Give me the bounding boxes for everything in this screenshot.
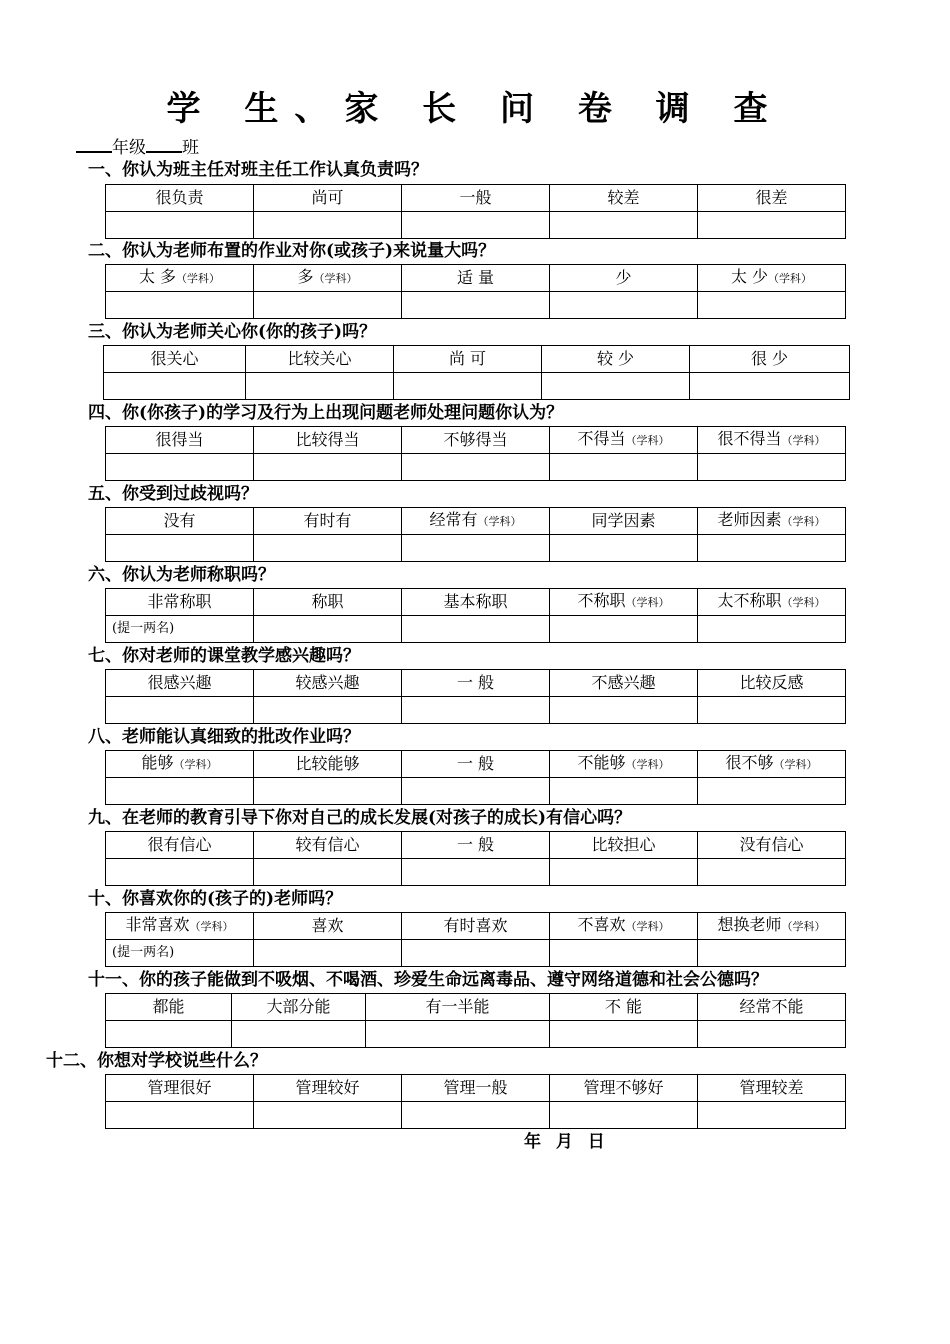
option-note: （学科） [176,272,221,285]
option-label: 管理很好 [147,1078,212,1097]
option-cell [550,589,698,616]
answer-cell[interactable] [698,778,846,805]
option-label: 很有信心 [147,835,212,854]
option-cell [104,346,246,373]
answer-cell[interactable] [254,1102,402,1129]
option-label: 喜欢 [311,916,344,935]
answer-row [106,1021,846,1048]
option-label: 同学因素 [591,511,656,530]
answer-cell[interactable] [698,535,846,562]
grade-class-line [76,134,199,160]
answer-cell[interactable] [104,373,246,400]
option-label: 不喜欢 [577,915,626,934]
answer-table [105,912,846,967]
question-text: 二、你认为老师布置的作业对你(或孩子)来说量大吗？ [88,241,496,261]
option-label: 比较关心 [287,349,352,368]
answer-cell[interactable] [698,616,846,643]
option-cell [106,589,254,616]
option-label: 没有 [163,511,196,530]
options-row [106,670,846,697]
option-label: 有一半能 [425,997,490,1016]
answer-row [106,1102,846,1129]
option-label: 大部分能 [266,997,331,1016]
option-label: 经常有 [429,510,478,529]
answer-row [106,697,846,724]
option-cell [254,508,402,535]
option-cell [254,185,402,212]
option-cell [402,508,550,535]
option-label: 多 [297,267,314,286]
answer-cell[interactable] [402,535,550,562]
option-label: 尚可 [311,188,344,207]
year-label: 年 [524,1132,542,1152]
option-cell [402,1075,550,1102]
page-title: 学 生、家 长 问 卷 调 查 [166,89,784,129]
option-label: 很感兴趣 [147,673,212,692]
option-cell [254,913,402,940]
option-label: 不得当 [577,429,626,448]
option-cell [402,751,550,778]
answer-cell[interactable] [246,373,394,400]
options-row [106,589,846,616]
option-label: 较 少 [596,349,635,368]
option-cell [698,832,846,859]
question-text: 三、你认为老师关心你(你的孩子)吗？ [88,322,377,342]
answer-cell[interactable] [106,292,254,319]
answer-cell[interactable] [254,778,402,805]
option-label: 有时喜欢 [443,916,508,935]
option-label: 不感兴趣 [591,673,656,692]
answer-table [105,264,846,319]
answer-cell[interactable] [106,1021,232,1048]
option-cell [106,832,254,859]
option-label: 有时有 [303,511,352,530]
answer-row [106,778,846,805]
options-row [106,185,846,212]
question-text: 十、你喜欢你的(孩子的)老师吗？ [88,889,343,909]
option-cell [232,994,366,1021]
option-label: 很不够 [725,753,774,772]
option-cell [550,751,698,778]
option-note: （学科） [768,272,813,285]
option-label: 管理较差 [739,1078,804,1097]
options-row [106,508,846,535]
option-cell [106,751,254,778]
answer-cell[interactable] [254,212,402,239]
option-cell [402,589,550,616]
answer-cell[interactable] [402,778,550,805]
option-cell [254,751,402,778]
option-label: 很关心 [150,349,199,368]
option-cell [542,346,690,373]
option-cell [402,427,550,454]
option-cell [106,1075,254,1102]
option-label: 少 [615,268,632,287]
option-label: 一 般 [456,835,495,854]
option-label: 不 能 [604,997,643,1016]
option-note: （学科） [781,920,826,933]
option-note: （学科） [781,434,826,447]
answer-cell[interactable] [550,940,698,967]
answer-table [105,831,846,886]
option-label: 很差 [755,188,788,207]
options-row [106,913,846,940]
question-text: 十二、你想对学校说些什么？ [46,1051,267,1071]
answer-cell[interactable] [106,1102,254,1129]
answer-cell[interactable] [366,1021,550,1048]
answer-cell[interactable] [402,454,550,481]
option-cell [106,508,254,535]
option-note: （学科） [313,272,358,285]
answer-table [105,426,846,481]
answer-cell[interactable] [254,940,402,967]
date-line [524,1130,606,1154]
answer-cell[interactable] [402,212,550,239]
answer-table [105,507,846,562]
options-row [106,265,846,292]
option-label: 太 多 [138,267,177,286]
answer-cell[interactable] [106,859,254,886]
option-cell [550,832,698,859]
options-row [106,832,846,859]
answer-cell[interactable] [698,1102,846,1129]
option-cell [550,670,698,697]
answer-cell[interactable] [550,292,698,319]
option-cell [698,1075,846,1102]
options-row [106,994,846,1021]
option-label: 非常称职 [147,592,212,611]
option-cell [698,913,846,940]
option-cell [402,185,550,212]
option-cell [106,913,254,940]
option-note: （学科） [625,434,670,447]
option-cell [366,994,550,1021]
answer-table [105,669,846,724]
option-label: 很不得当 [717,429,782,448]
option-cell [550,994,698,1021]
option-label: 很负责 [155,188,204,207]
answer-table [105,750,846,805]
option-cell [550,427,698,454]
option-cell [246,346,394,373]
option-label: 很得当 [155,430,204,449]
day-label: 日 [587,1132,606,1152]
option-cell [698,508,846,535]
option-label: 较有信心 [295,835,360,854]
answer-cell[interactable] [690,373,850,400]
answer-cell[interactable] [402,859,550,886]
question-text: 七、你对老师的课堂教学感兴趣吗？ [88,646,360,666]
answer-cell[interactable] [106,697,254,724]
answer-cell[interactable] [698,697,846,724]
option-label: 太 少 [730,267,769,286]
option-cell [550,265,698,292]
option-label: 管理不够好 [583,1078,664,1097]
answer-cell[interactable] [550,778,698,805]
answer-table [103,345,850,400]
question-text: 四、你(你孩子)的学习及行为上出现问题老师处理问题你认为？ [88,403,564,423]
answer-note: (提一两名) [112,621,175,636]
options-row [106,427,846,454]
option-note: （学科） [781,515,826,528]
answer-cell[interactable] [402,1102,550,1129]
option-label: 称职 [311,592,344,611]
answer-cell[interactable] [550,1021,698,1048]
option-cell [254,589,402,616]
answer-row [106,940,846,967]
option-cell [402,832,550,859]
option-cell [106,185,254,212]
answer-cell[interactable] [550,212,698,239]
answer-cell[interactable] [550,1102,698,1129]
options-row [106,751,846,778]
answer-cell[interactable] [254,616,402,643]
option-note: （学科） [773,758,818,771]
answer-cell[interactable] [232,1021,366,1048]
options-row [104,346,850,373]
answer-table [105,184,846,239]
option-cell [254,832,402,859]
option-label: 一般 [459,188,492,207]
option-note: （学科） [625,920,670,933]
option-label: 比较得当 [295,430,360,449]
answer-cell[interactable] [106,940,254,967]
answer-table [105,1074,846,1129]
answer-cell[interactable] [550,616,698,643]
class-blank[interactable] [146,134,182,153]
question-text: 六、你认为老师称职吗？ [88,565,275,585]
answer-note: (提一两名) [112,945,175,960]
answer-cell[interactable] [394,373,542,400]
option-label: 管理较好 [295,1078,360,1097]
option-label: 一 般 [456,754,495,773]
answer-cell[interactable] [254,292,402,319]
option-note: （学科） [477,515,522,528]
option-cell [698,994,846,1021]
answer-cell[interactable] [542,373,690,400]
answer-cell[interactable] [550,535,698,562]
answer-cell[interactable] [106,454,254,481]
option-note: （学科） [173,758,218,771]
option-cell [402,265,550,292]
answer-cell[interactable] [106,212,254,239]
option-cell [550,1075,698,1102]
option-label: 能够 [141,753,174,772]
answer-cell[interactable] [254,535,402,562]
option-label: 太不称职 [717,591,782,610]
option-label: 基本称职 [443,592,508,611]
answer-cell[interactable] [402,697,550,724]
option-cell [550,185,698,212]
option-label: 比较担心 [591,835,656,854]
option-cell [254,1075,402,1102]
option-label: 老师因素 [717,510,782,529]
option-cell [698,589,846,616]
option-cell [550,913,698,940]
option-cell [550,508,698,535]
answer-cell[interactable] [402,292,550,319]
answer-cell[interactable] [550,859,698,886]
option-cell [698,427,846,454]
option-note: （学科） [625,758,670,771]
option-label: 经常不能 [739,997,804,1016]
option-note: （学科） [625,596,670,609]
answer-cell[interactable] [550,454,698,481]
option-label: 管理一般 [443,1078,508,1097]
option-cell [254,427,402,454]
options-row [106,1075,846,1102]
option-cell [690,346,850,373]
answer-cell[interactable] [698,292,846,319]
grade-blank[interactable] [76,134,112,153]
answer-table [105,588,846,643]
option-cell [254,670,402,697]
option-label: 很 少 [750,349,789,368]
question-text: 八、老师能认真细致的批改作业吗？ [88,727,360,747]
option-cell [106,670,254,697]
answer-row [106,212,846,239]
answer-cell[interactable] [106,778,254,805]
answer-table [105,993,846,1048]
answer-cell[interactable] [698,212,846,239]
option-cell [402,913,550,940]
option-cell [394,346,542,373]
option-cell [254,265,402,292]
option-cell [698,751,846,778]
option-label: 非常喜欢 [125,915,190,934]
month-label: 月 [555,1132,574,1152]
answer-cell[interactable] [402,616,550,643]
option-cell [698,185,846,212]
option-label: 较差 [607,188,640,207]
answer-cell[interactable] [254,454,402,481]
answer-row [104,373,850,400]
option-label: 较感兴趣 [295,673,360,692]
option-cell [106,265,254,292]
option-label: 不能够 [577,753,626,772]
class-label: 班 [182,138,199,158]
option-cell [698,670,846,697]
answer-cell[interactable] [698,859,846,886]
answer-cell[interactable] [254,859,402,886]
grade-label: 年级 [112,138,146,158]
answer-row [106,859,846,886]
answer-cell[interactable] [402,940,550,967]
option-label: 都能 [152,997,185,1016]
answer-cell[interactable] [106,616,254,643]
answer-cell[interactable] [550,697,698,724]
answer-row [106,616,846,643]
option-note: （学科） [189,920,234,933]
option-label: 尚 可 [448,349,487,368]
option-label: 不够得当 [443,430,508,449]
answer-row [106,454,846,481]
option-label: 比较反感 [739,673,804,692]
answer-cell[interactable] [698,940,846,967]
option-label: 想换老师 [717,915,782,934]
answer-row [106,292,846,319]
answer-cell[interactable] [698,1021,846,1048]
option-cell [106,994,232,1021]
option-note: （学科） [781,596,826,609]
option-label: 不称职 [577,591,626,610]
option-cell [698,265,846,292]
option-label: 一 般 [456,673,495,692]
option-label: 比较能够 [295,754,360,773]
option-label: 适 量 [456,268,495,287]
option-cell [402,670,550,697]
question-text: 五、你受到过歧视吗？ [88,484,258,504]
answer-cell[interactable] [254,697,402,724]
question-text: 一、你认为班主任对班主任工作认真负责吗？ [88,160,428,180]
option-label: 没有信心 [739,835,804,854]
answer-cell[interactable] [698,454,846,481]
answer-row [106,535,846,562]
question-text: 十一、你的孩子能做到不吸烟、不喝酒、珍爱生命远离毒品、遵守网络道德和社会公德吗？ [88,970,768,990]
answer-cell[interactable] [106,535,254,562]
option-cell [106,427,254,454]
question-text: 九、在老师的教育引导下你对自己的成长发展(对孩子的成长)有信心吗？ [88,808,632,828]
